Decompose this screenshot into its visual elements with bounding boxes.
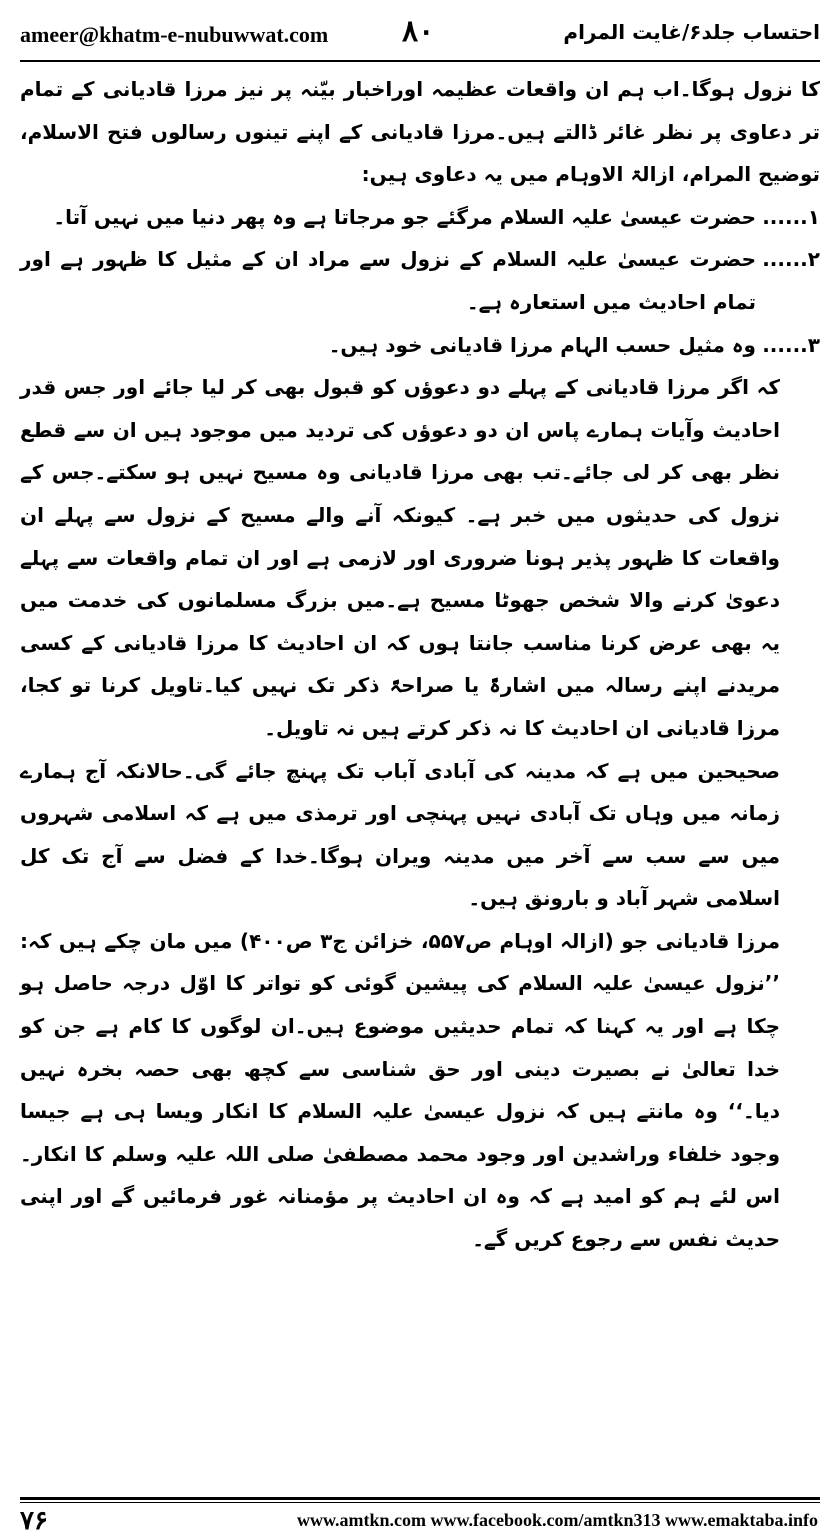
- footer-divider: [20, 1497, 820, 1500]
- list-item-text: وہ مثیل حسب الہام مرزا قادیانی خود ہیں۔: [328, 332, 756, 357]
- paragraph-quote: مرزا قادیانی جو (ازالہ اوہام ص۵۵۷، خزائن ج۳ ص۴۰۰) میں مان چکے ہیں کہ: ’’نزول عیسیٰ علیہ السلام کی پیشین گوئی کو تواتر کا اوّل درجہ حاصل ہو چکا ہے اور یہ کہنا کہ تمام حدیثیں موضوع ہیں۔ان لوگوں کا کام ہے جن کو خدا تعالیٰ نے بصیرت دینی اور حق شناسی سے کچھ بھی حصہ بخرہ نہیں دیا۔‘‘ وہ مانتے ہیں کہ نزول عیسیٰ علیہ السلام کا انکار ویسا ہی ہے جیسا وجود خلفاء وراشدین اور وجود محمد مصطفیٰ صلی اللہ علیہ وسلم کا انکار۔اس لئے ہم کو امید ہے کہ وہ ان احادیث پر مؤمنانہ غور فرمائیں گے اور اپنی حدیث نفس سے رجوع کریں گے۔: [20, 928, 780, 1252]
- header-page-number: ۸۰: [402, 14, 435, 49]
- list-item-number: ۲......: [762, 247, 820, 272]
- header-email: ameer@khatm-e-nubuwwat.com: [20, 22, 329, 47]
- footer-divider-thin: [20, 1502, 820, 1503]
- paragraph-argument: کہ اگر مرزا قادیانی کے پہلے دو دعوؤں کو قبول بھی کر لیا جائے اور جس قدر احادیث وآیات ہمارے پاس ان دو دعوؤں کی تردید میں موجود ہیں ان سے قطع نظر بھی کر لی جائے۔تب بھی مرزا قادیانی وہ مسیح نہیں ہو سکتے۔جس کے نزول کی حدیثوں میں خبر ہے۔ کیونکہ آنے والے مسیح کے نزول سے پہلے ان واقعات کا ظہور پذیر ہونا ضروری اور لازمی ہے اور ان تمام واقعات سے پہلے دعویٰ کرنے والا شخص جھوٹا مسیح ہے۔میں بزرگ مسلمانوں کی خدمت میں یہ بھی عرض کرنا مناسب جانتا ہوں کہ ان احادیث کا مرزا قادیانی کے کسی مریدنے اپنے رسالہ میں اشارۃً یا صراحۃً ذکر تک نہیں کیا۔تاویل کرنا تو کجا، مرزا قادیانی ان احادیث کا نہ ذکر کرتے ہیں نہ تاویل۔: [20, 375, 780, 740]
- header-book-title: احتساب جلد۶/غایت المرام: [563, 20, 820, 44]
- list-item: [20, 196, 820, 239]
- paragraph-intro: کا نزول ہوگا۔اب ہم ان واقعات عظیمہ اوراخبار بیّنہ پر نیز مرزا قادیانی کے تمام تر دعاوی پر نظر غائر ڈالتے ہیں۔مرزا قادیانی کے اپنے تینوں رسالوں فتح الاسلام، توضیح المرام، ازالۃ الاوہام میں یہ دعاوی ہیں:: [20, 77, 820, 187]
- page-body: [20, 68, 820, 1261]
- list-item-text: حضرت عیسیٰ علیہ السلام مرگئے جو مرجاتا ہے وہ پھر دنیا میں نہیں آتا۔: [53, 204, 756, 229]
- list-item-text: حضرت عیسیٰ علیہ السلام کے نزول سے مراد ان کے مثیل کا ظہور ہے اور تمام احادیث میں استعارہ ہے۔: [20, 247, 756, 314]
- list-item-number: ۳......: [762, 332, 820, 357]
- footer-page-number: ۷۶: [20, 1506, 48, 1536]
- list-item-number: ۱......: [762, 204, 820, 229]
- list-item: [20, 238, 820, 323]
- footer-urls: www.amtkn.com www.facebook.com/amtkn313 www.emaktaba.info: [297, 1510, 818, 1530]
- paragraph-sahihain: صحیحین میں ہے کہ مدینہ کی آبادی آباب تک پہنچ جائے گی۔حالانکہ آج ہمارے زمانہ میں وہاں تک آبادی نہیں پہنچی اور ترمذی میں ہے کہ اسلامی شہروں میں سے سب سے آخر میں مدینہ ویران ہوگا۔خدا کے فضل سے آج تک کل اسلامی شہر آباد و بارونق ہیں۔: [20, 758, 780, 911]
- header-divider: [20, 60, 820, 62]
- list-item: [20, 324, 820, 367]
